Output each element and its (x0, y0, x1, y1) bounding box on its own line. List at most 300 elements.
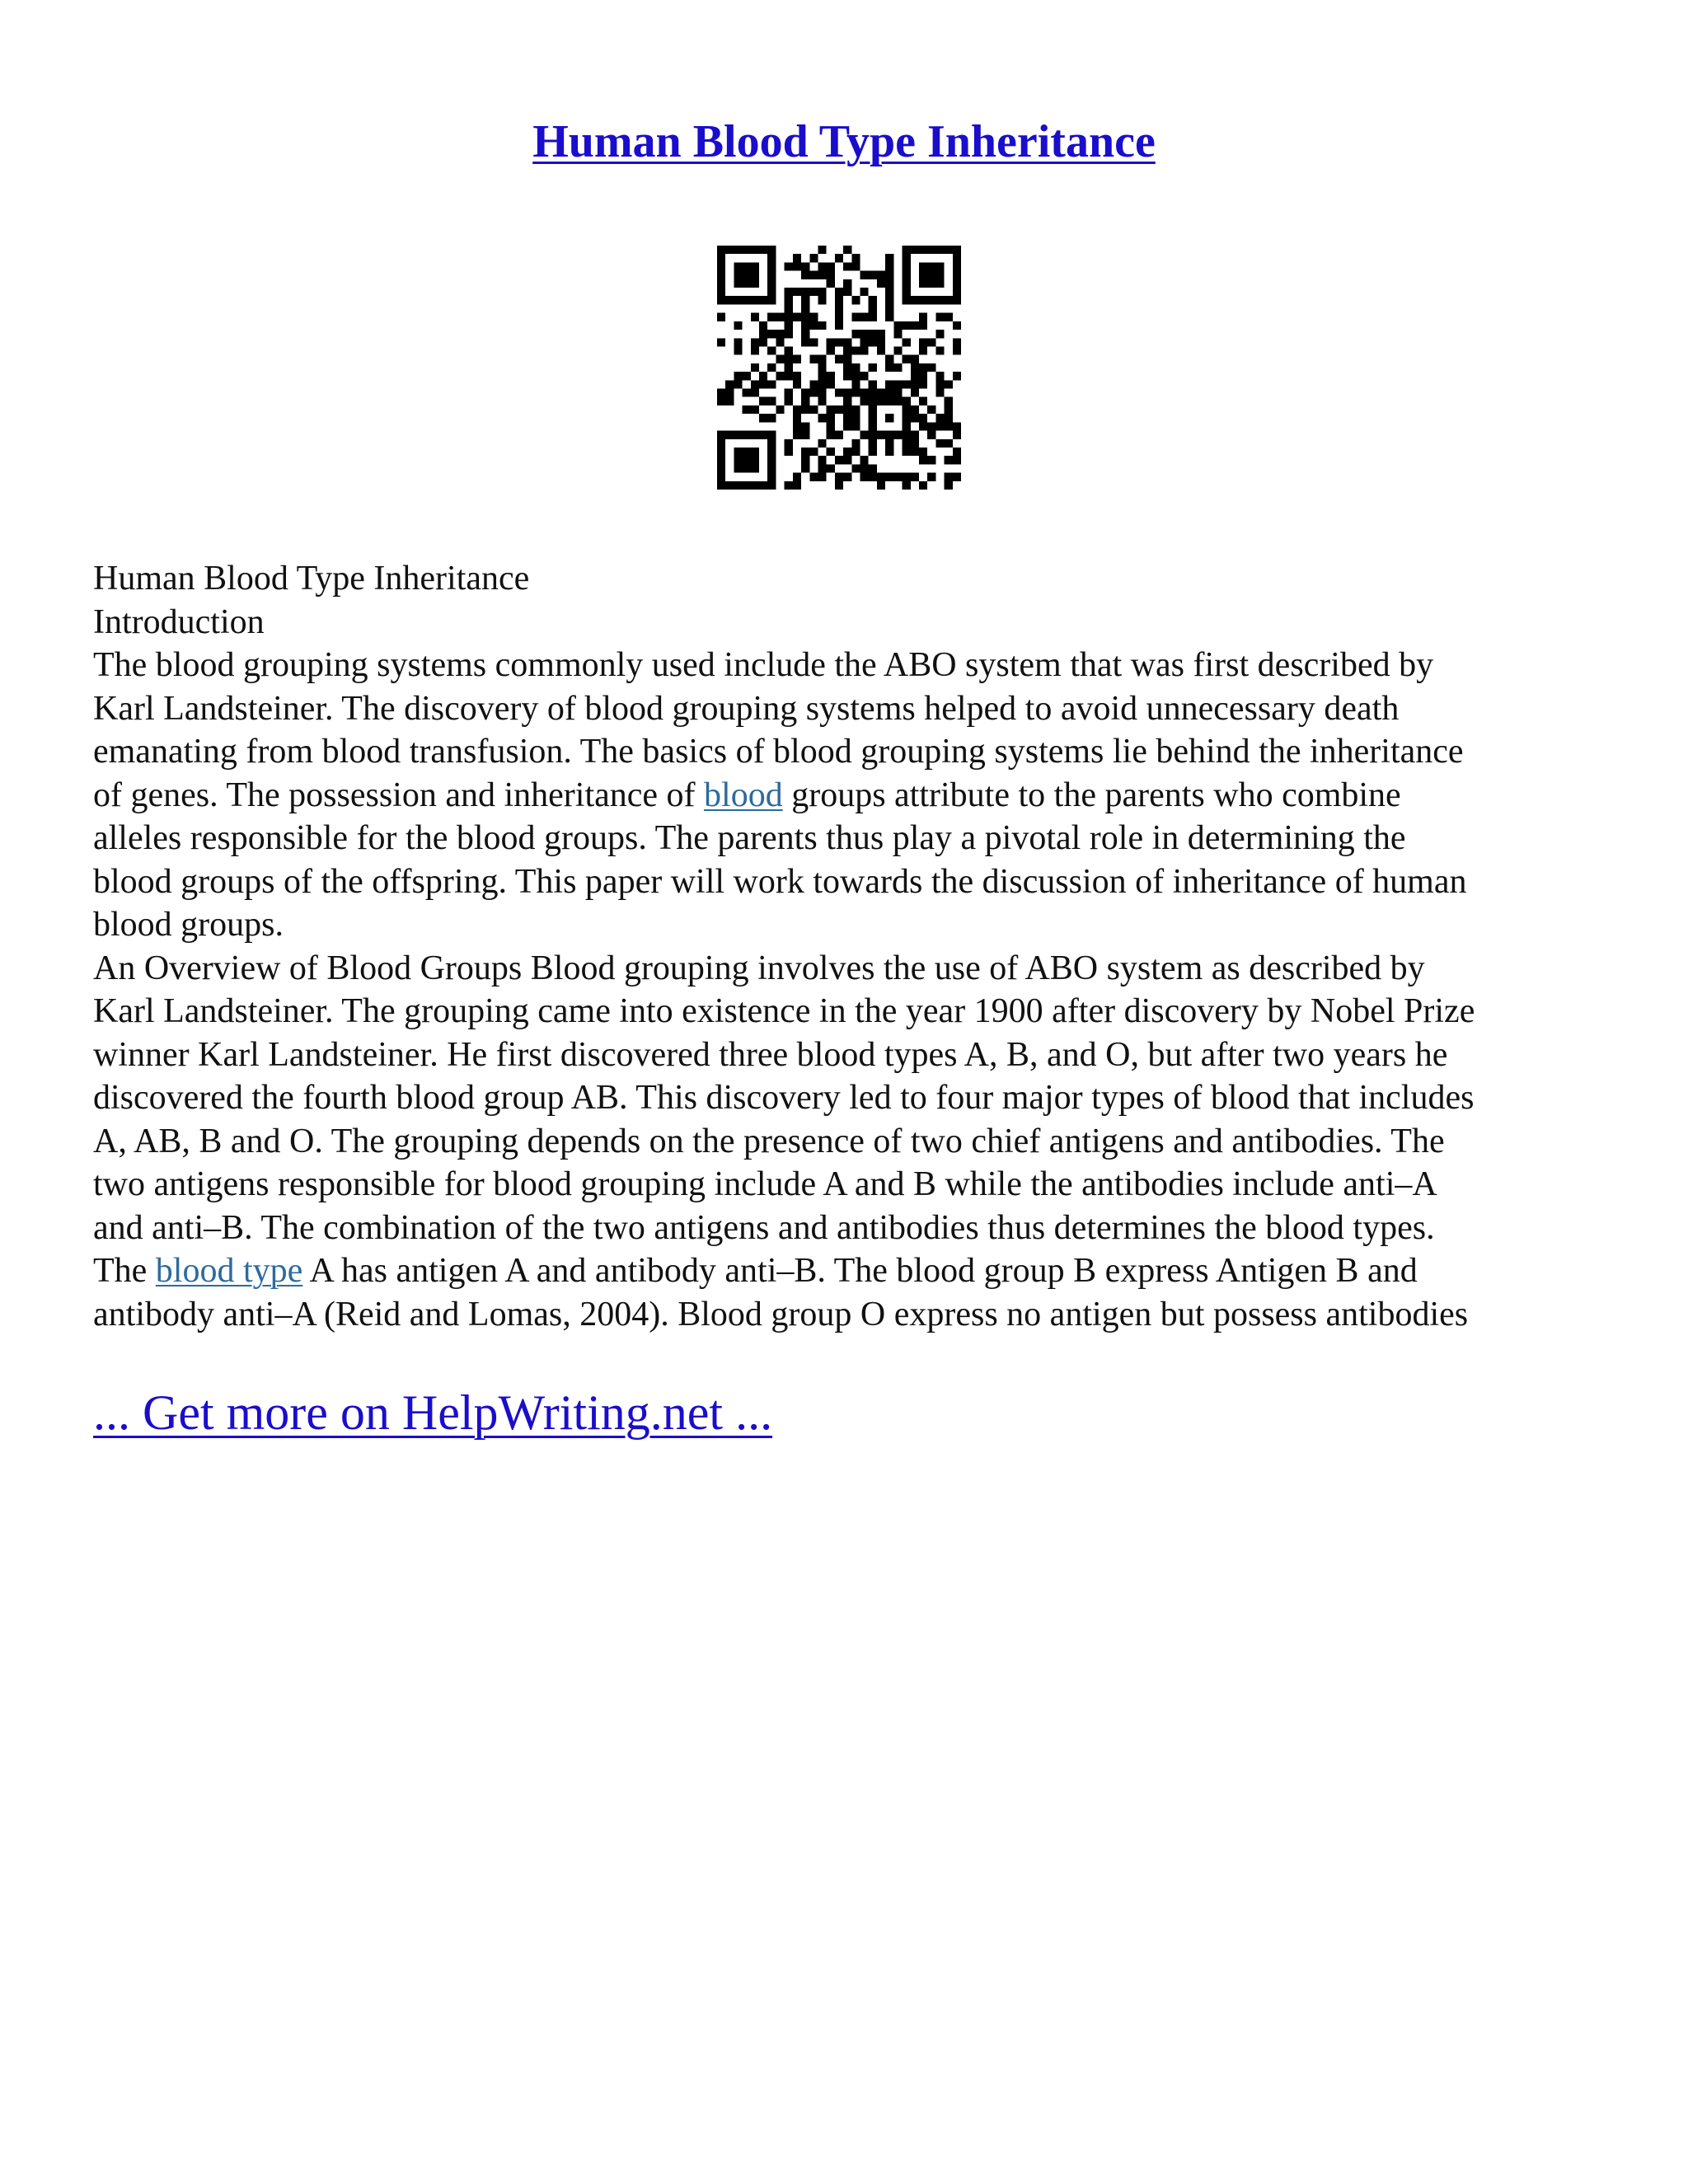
qr-module (725, 296, 734, 304)
qr-module (767, 431, 776, 439)
qr-module (743, 389, 751, 397)
qr-module (818, 262, 826, 270)
qr-module (759, 321, 767, 330)
qr-module (903, 380, 911, 388)
qr-module (903, 321, 911, 330)
qr-module (869, 431, 877, 439)
qr-module (734, 262, 742, 270)
qr-module (945, 313, 953, 321)
qr-module (869, 380, 877, 388)
qr-module (869, 330, 877, 338)
qr-module (767, 313, 776, 321)
qr-module (869, 296, 877, 304)
qr-module (717, 271, 725, 279)
qr-module (793, 262, 801, 270)
qr-module (953, 321, 961, 330)
qr-module (885, 279, 893, 288)
qr-module (885, 414, 893, 422)
qr-module (759, 246, 767, 254)
qr-module (885, 271, 893, 279)
qr-module (759, 338, 767, 346)
qr-module (818, 389, 826, 397)
qr-module (809, 338, 818, 346)
qr-module (785, 439, 793, 448)
qr-module (911, 439, 919, 448)
qr-module (734, 321, 742, 330)
qr-module (885, 313, 893, 321)
qr-module (911, 405, 919, 414)
qr-module (953, 271, 961, 279)
qr-module (793, 473, 801, 481)
qr-module (751, 271, 759, 279)
qr-module (835, 288, 843, 296)
qr-module (860, 389, 869, 397)
paragraph-line: discovered the fourth blood group AB. This discovery led to four major types of blood that includes (93, 1079, 1475, 1117)
qr-module (751, 279, 759, 288)
qr-module (743, 464, 751, 472)
qr-module (734, 346, 742, 354)
qr-module (945, 414, 953, 422)
qr-module (927, 431, 935, 439)
qr-module (717, 439, 725, 448)
qr-module (860, 431, 869, 439)
qr-module (869, 313, 877, 321)
paragraph-line: An Overview of Blood Groups Blood grouping involves the use of ABO system as described by (93, 949, 1425, 987)
qr-module (953, 431, 961, 439)
qr-module (885, 389, 893, 397)
qr-module (935, 422, 944, 430)
qr-module (751, 296, 759, 304)
qr-module (809, 288, 818, 296)
qr-module (885, 397, 893, 405)
qr-module (801, 338, 809, 346)
qr-module (793, 313, 801, 321)
qr-module (869, 439, 877, 448)
qr-module (818, 246, 826, 254)
qr-module (893, 363, 902, 372)
qr-module (860, 313, 869, 321)
qr-module (818, 363, 826, 372)
qr-module (919, 262, 927, 270)
qr-module (860, 456, 869, 464)
qr-module (877, 279, 885, 288)
qr-module (751, 431, 759, 439)
qr-module (759, 330, 767, 338)
qr-module (801, 431, 809, 439)
qr-module (835, 389, 843, 397)
qr-module (751, 448, 759, 456)
qr-module (717, 456, 725, 464)
qr-module (734, 246, 742, 254)
paragraph-line: antibody anti–A (Reid and Lomas, 2004). Blood group O express no antigen but possess antibodies (93, 1295, 1469, 1333)
qr-module (759, 414, 767, 422)
qr-module (927, 338, 935, 346)
blood-type-link[interactable]: blood type (155, 1252, 303, 1290)
qr-module (776, 313, 784, 321)
qr-module (827, 422, 835, 430)
qr-module (927, 473, 935, 481)
qr-module (759, 481, 767, 490)
qr-module (953, 422, 961, 430)
qr-module (717, 262, 725, 270)
qr-module (767, 439, 776, 448)
qr-module (869, 338, 877, 346)
qr-module (801, 288, 809, 296)
qr-module (869, 464, 877, 472)
qr-module (835, 431, 843, 439)
qr-module (903, 397, 911, 405)
qr-module (751, 338, 759, 346)
qr-module (911, 448, 919, 456)
qr-module (869, 389, 877, 397)
qr-module (751, 380, 759, 388)
qr-module (809, 321, 818, 330)
qr-module (717, 338, 725, 346)
qr-module (785, 355, 793, 363)
qr-module (869, 271, 877, 279)
qr-module (818, 321, 826, 330)
qr-module (843, 262, 851, 270)
qr-module (945, 439, 953, 448)
qr-module (801, 405, 809, 414)
qr-module (751, 389, 759, 397)
qr-module (725, 246, 734, 254)
qr-module (801, 456, 809, 464)
qr-module (911, 380, 919, 388)
qr-module (767, 397, 776, 405)
qr-module (953, 473, 961, 481)
qr-module (767, 254, 776, 262)
qr-module (767, 279, 776, 288)
qr-module (785, 363, 793, 372)
paragraph-line: blood groups of the offspring. This paper will work towards the discussion of inheritance of human (93, 862, 1467, 901)
qr-module (751, 246, 759, 254)
qr-module (860, 330, 869, 338)
qr-module (903, 296, 911, 304)
qr-module (893, 431, 902, 439)
qr-module (885, 288, 893, 296)
qr-module (717, 397, 725, 405)
qr-module (843, 389, 851, 397)
qr-module (919, 271, 927, 279)
qr-module (893, 397, 902, 405)
qr-module (945, 246, 953, 254)
qr-module (851, 363, 860, 372)
qr-module (827, 431, 835, 439)
qr-module (919, 456, 927, 464)
blood-link[interactable]: blood (704, 776, 783, 814)
qr-module (835, 338, 843, 346)
qr-module (945, 296, 953, 304)
qr-module (860, 346, 869, 354)
qr-module (953, 254, 961, 262)
paragraph-line: alleles responsible for the blood groups. The parents thus play a pivotal role in determining the (93, 819, 1406, 857)
qr-module (903, 422, 911, 430)
qr-module (717, 296, 725, 304)
paragraph-line: emanating from blood transfusion. The basics of blood grouping systems lie behind the inheritance (93, 733, 1464, 771)
qr-module (801, 313, 809, 321)
qr-module (827, 380, 835, 388)
qr-module (776, 338, 784, 346)
introduction-label: Introduction (93, 602, 265, 641)
qr-module (743, 296, 751, 304)
qr-module (809, 405, 818, 414)
text-segment: groups attribute to the parents who combine (782, 776, 1401, 814)
qr-module (801, 464, 809, 472)
qr-module (793, 372, 801, 380)
qr-module (919, 363, 927, 372)
qr-module (734, 380, 742, 388)
qr-module (809, 473, 818, 481)
qr-module (911, 246, 919, 254)
qr-module (751, 464, 759, 472)
qr-module (935, 389, 944, 397)
qr-module (953, 338, 961, 346)
qr-module (885, 355, 893, 363)
paragraph-line: and anti–B. The combination of the two antigens and antibodies thus determines the blood types. (93, 1208, 1435, 1247)
qr-module (809, 389, 818, 397)
qr-module (776, 405, 784, 414)
qr-module (743, 271, 751, 279)
qr-module (919, 448, 927, 456)
qr-module (869, 422, 877, 430)
qr-module (945, 397, 953, 405)
qr-module (903, 279, 911, 288)
qr-module (793, 405, 801, 414)
qr-module (827, 464, 835, 472)
qr-module (927, 271, 935, 279)
qr-module (893, 389, 902, 397)
qr-module (827, 271, 835, 279)
qr-module (851, 254, 860, 262)
qr-module (717, 473, 725, 481)
qr-module (893, 346, 902, 354)
qr-module (843, 279, 851, 288)
qr-module (953, 456, 961, 464)
qr-module (717, 464, 725, 472)
qr-module (734, 464, 742, 472)
qr-module (903, 254, 911, 262)
qr-module (885, 296, 893, 304)
qr-module (843, 246, 851, 254)
qr-module (801, 448, 809, 456)
qr-module (851, 405, 860, 414)
qr-module (835, 304, 843, 312)
qr-module (953, 288, 961, 296)
qr-module (893, 321, 902, 330)
qr-module (851, 414, 860, 422)
qr-module (903, 246, 911, 254)
qr-module (860, 397, 869, 405)
qr-module (743, 405, 751, 414)
qr-module (717, 389, 725, 397)
qr-module (743, 279, 751, 288)
qr-module (843, 456, 851, 464)
qr-module (885, 448, 893, 456)
qr-module (860, 338, 869, 346)
qr-module (767, 363, 776, 372)
qr-module (767, 271, 776, 279)
paragraph-line (93, 1249, 1601, 1293)
qr-module (851, 380, 860, 388)
body-text (93, 557, 1601, 1336)
paragraph-line: blood groups. (93, 906, 284, 944)
qr-module (759, 380, 767, 388)
qr-module (935, 330, 944, 338)
qr-module (767, 464, 776, 472)
qr-module (919, 296, 927, 304)
qr-module (935, 346, 944, 354)
qr-module (743, 481, 751, 490)
qr-module (801, 389, 809, 397)
qr-module (953, 262, 961, 270)
qr-module (734, 271, 742, 279)
qr-module (759, 296, 767, 304)
qr-module (919, 422, 927, 430)
text-segment: of genes. The possession and inheritance of (93, 776, 705, 814)
qr-module (767, 380, 776, 388)
qr-module (751, 456, 759, 464)
qr-module (835, 405, 843, 414)
qr-module (759, 397, 767, 405)
qr-module (725, 431, 734, 439)
qr-module (953, 448, 961, 456)
qr-module (785, 313, 793, 321)
qr-module (809, 313, 818, 321)
qr-module (827, 405, 835, 414)
qr-module (743, 262, 751, 270)
qr-module (827, 414, 835, 422)
qr-module (935, 271, 944, 279)
qr-module (809, 254, 818, 262)
qr-module (767, 346, 776, 354)
qr-module (860, 288, 869, 296)
qr-module (743, 372, 751, 380)
qr-code-icon (717, 246, 961, 490)
qr-module (911, 431, 919, 439)
qr-module (903, 262, 911, 270)
qr-module (911, 363, 919, 372)
qr-module (903, 448, 911, 456)
qr-module (717, 279, 725, 288)
qr-module (751, 481, 759, 490)
qr-module (869, 397, 877, 405)
qr-module (785, 448, 793, 456)
qr-module (767, 330, 776, 338)
qr-module (843, 473, 851, 481)
qr-module (835, 456, 843, 464)
qr-module (903, 405, 911, 414)
qr-module (767, 246, 776, 254)
qr-module (877, 338, 885, 346)
qr-module (869, 414, 877, 422)
qr-module (919, 397, 927, 405)
qr-module (835, 254, 843, 262)
qr-module (793, 380, 801, 388)
qr-module (927, 422, 935, 430)
qr-module (927, 279, 935, 288)
qr-module (843, 355, 851, 363)
qr-module (743, 431, 751, 439)
get-more-link[interactable]: ... Get more on HelpWriting.net ... (93, 1385, 773, 1440)
qr-module (785, 397, 793, 405)
qr-module (717, 313, 725, 321)
qr-module (877, 397, 885, 405)
qr-module (911, 414, 919, 422)
qr-module (767, 456, 776, 464)
qr-module (877, 389, 885, 397)
qr-module (801, 296, 809, 304)
qr-module (767, 288, 776, 296)
qr-module (851, 464, 860, 472)
qr-module (793, 288, 801, 296)
qr-module (903, 288, 911, 296)
qr-module (717, 246, 725, 254)
qr-module (734, 296, 742, 304)
qr-module (801, 330, 809, 338)
qr-module (717, 481, 725, 490)
qr-module (818, 372, 826, 380)
qr-module (851, 439, 860, 448)
qr-module (893, 473, 902, 481)
qr-module (919, 338, 927, 346)
qr-module (851, 330, 860, 338)
qr-module (953, 246, 961, 254)
qr-module (869, 473, 877, 481)
qr-module (851, 372, 860, 380)
qr-module (801, 422, 809, 430)
qr-module (919, 380, 927, 388)
qr-module (851, 422, 860, 430)
qr-module (793, 431, 801, 439)
qr-module (818, 296, 826, 304)
qr-module (903, 355, 911, 363)
qr-module (903, 481, 911, 490)
qr-module (869, 448, 877, 456)
qr-module (877, 481, 885, 490)
qr-module (818, 456, 826, 464)
qr-module (935, 439, 944, 448)
qr-module (835, 321, 843, 330)
qr-module (751, 313, 759, 321)
qr-module (734, 431, 742, 439)
qr-module (725, 397, 734, 405)
qr-module (927, 296, 935, 304)
qr-module (903, 338, 911, 346)
qr-module (734, 372, 742, 380)
qr-module (717, 254, 725, 262)
qr-module (885, 473, 893, 481)
qr-module (767, 414, 776, 422)
qr-module (818, 355, 826, 363)
qr-module (751, 363, 759, 372)
qr-module (860, 464, 869, 472)
document-title-link[interactable]: Human Blood Type Inheritance (532, 116, 1156, 167)
qr-module (818, 397, 826, 405)
qr-module (835, 313, 843, 321)
qr-module (827, 262, 835, 270)
qr-module (877, 473, 885, 481)
qr-module (767, 448, 776, 456)
qr-module (843, 288, 851, 296)
qr-module (725, 389, 734, 397)
qr-module (945, 473, 953, 481)
qr-module (734, 448, 742, 456)
qr-module (751, 346, 759, 354)
qr-module (835, 296, 843, 304)
qr-module (877, 330, 885, 338)
qr-module (953, 279, 961, 288)
